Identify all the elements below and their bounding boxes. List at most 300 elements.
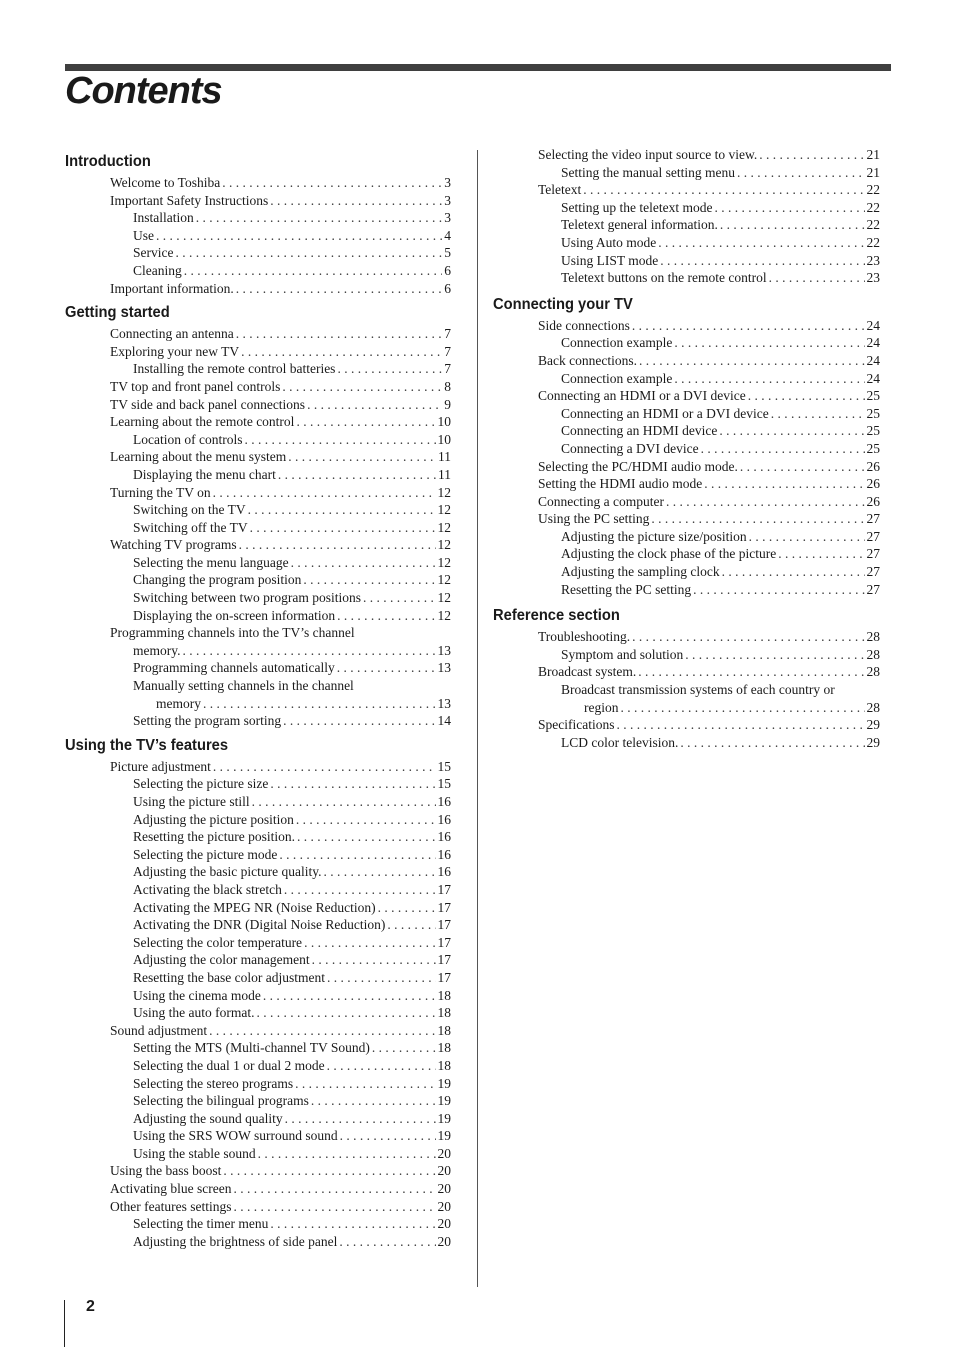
toc-entry-title: Welcome to Toshiba <box>110 175 221 190</box>
toc-entry-title: Selecting the stereo programs <box>133 1075 294 1091</box>
dot-leader <box>244 431 435 449</box>
toc-entry-title: Changing the program position <box>133 572 302 588</box>
toc-entry[interactable] <box>65 1022 451 1040</box>
toc-entry-page: 18 <box>437 1057 451 1073</box>
toc-entry[interactable] <box>65 484 451 502</box>
toc-entry-title: Installing the remote control batteries <box>133 361 336 377</box>
toc-entry-title: Exploring your new TV <box>110 343 240 359</box>
toc-entry[interactable] <box>65 396 451 414</box>
dot-leader <box>236 280 443 298</box>
dot-leader <box>252 793 436 811</box>
dot-leader <box>378 899 436 917</box>
toc-entry-title: Activating the MPEG NR (Noise Reduction) <box>133 899 376 915</box>
toc-entry-page: 17 <box>437 969 451 985</box>
dot-leader <box>312 951 436 969</box>
dot-leader <box>638 663 864 681</box>
dot-leader <box>270 775 435 793</box>
toc-entry[interactable] <box>65 466 451 484</box>
toc-entry[interactable] <box>65 934 451 952</box>
toc-entry[interactable] <box>65 695 451 713</box>
toc-entry-page: 23 <box>866 252 880 268</box>
dot-leader <box>327 969 436 987</box>
toc-entry-page: 21 <box>866 164 880 180</box>
toc-entry-page: 12 <box>437 607 451 623</box>
toc-entry-title: TV side and back panel connections <box>110 396 306 412</box>
toc-left-column <box>65 146 451 1250</box>
dot-leader <box>666 493 865 511</box>
toc-entry-page: 6 <box>444 262 451 278</box>
toc-entry[interactable] <box>65 951 451 969</box>
toc-entry[interactable] <box>65 360 451 378</box>
dot-leader <box>621 699 865 717</box>
toc-entry-title: Sound adjustment <box>110 1022 208 1038</box>
toc-entry[interactable] <box>65 758 451 776</box>
dot-leader <box>327 1057 436 1075</box>
dot-leader <box>616 716 864 734</box>
dot-leader <box>719 422 864 440</box>
toc-entry-title: Teletext <box>538 182 582 198</box>
toc-entry-title: Cleaning <box>133 262 182 278</box>
dot-leader <box>203 695 436 713</box>
toc-entry-title: Selecting the picture size <box>133 776 269 792</box>
dot-leader <box>337 659 436 677</box>
toc-entry-title: Location of controls <box>133 431 243 447</box>
dot-leader <box>233 1198 435 1216</box>
toc-entry-title: Other features settings <box>110 1198 232 1214</box>
toc-entry[interactable] <box>65 1145 451 1163</box>
toc-entry-page: 11 <box>438 466 451 482</box>
toc-entry-title: Selecting the PC/HDMI audio mode. <box>538 458 738 474</box>
toc-entry[interactable] <box>493 646 880 664</box>
toc-entry[interactable] <box>65 192 451 210</box>
toc-entry[interactable] <box>65 987 451 1005</box>
toc-entry-title: Using LIST mode <box>561 252 659 268</box>
dot-leader <box>263 987 436 1005</box>
toc-entry-page: 17 <box>437 934 451 950</box>
toc-entry-title: Activating the DNR (Digital Noise Reduction) <box>133 917 386 933</box>
toc-entry-page: 22 <box>866 234 880 250</box>
toc-entry-page: 27 <box>866 546 880 562</box>
toc-entry[interactable] <box>65 1198 451 1216</box>
dot-leader <box>222 174 442 192</box>
toc-entry-page: 11 <box>438 449 451 465</box>
toc-entry-title: Turning the TV on <box>110 484 211 500</box>
toc-entry[interactable] <box>493 458 880 476</box>
toc-entry-page: 25 <box>866 405 880 421</box>
toc-entry-page: 15 <box>437 758 451 774</box>
toc-entry[interactable] <box>65 863 451 881</box>
toc-entry[interactable] <box>493 545 880 563</box>
toc-entry-page: 28 <box>866 664 880 680</box>
toc-entry[interactable] <box>493 387 880 405</box>
dot-leader <box>337 360 442 378</box>
toc-entry-title: memory. <box>133 642 181 658</box>
toc-entry[interactable] <box>493 199 880 217</box>
section-heading-reference-section: Reference section <box>493 607 620 625</box>
dot-leader <box>156 227 442 245</box>
toc-entry[interactable] <box>65 969 451 987</box>
dot-leader <box>769 269 865 287</box>
toc-entry-title: memory <box>156 695 201 711</box>
toc-entry-title: Service <box>133 245 174 261</box>
dot-leader <box>239 536 436 554</box>
toc-entry[interactable] <box>493 252 880 270</box>
toc-entry[interactable] <box>493 216 880 234</box>
toc-entry-title: Programming channels automatically <box>133 660 335 676</box>
toc-entry-title: Displaying the menu chart <box>133 466 276 482</box>
toc-entry-title: Setting up the teletext mode <box>561 199 713 215</box>
toc-entry-page: 13 <box>437 695 451 711</box>
toc-right-column <box>493 146 880 751</box>
toc-entry-title: Resetting the PC setting <box>561 581 692 597</box>
toc-entry-page: 21 <box>866 147 880 162</box>
dot-leader <box>701 440 865 458</box>
dot-leader <box>337 607 435 625</box>
toc-entry-title: Switching between two program positions <box>133 590 361 606</box>
toc-entry[interactable] <box>65 227 451 245</box>
toc-entry-page: 28 <box>866 629 880 645</box>
dot-leader <box>759 146 864 164</box>
toc-entry-title: Setting the MTS (Multi-channel TV Sound) <box>133 1040 370 1056</box>
toc-entry-title: Watching TV programs <box>110 537 237 553</box>
dot-leader <box>291 554 436 572</box>
dot-leader <box>387 916 435 934</box>
toc-entry-page: 20 <box>437 1163 451 1179</box>
toc-entry[interactable] <box>65 589 451 607</box>
toc-entry[interactable] <box>65 1233 451 1251</box>
toc-entry-page: 17 <box>437 881 451 897</box>
toc-entry-continued: Broadcast transmission systems of each country or <box>561 682 835 698</box>
dot-leader <box>282 378 442 396</box>
toc-entry[interactable] <box>65 413 451 431</box>
toc-entry-page: 27 <box>866 564 880 580</box>
toc-entry-title: Connecting a DVI device <box>561 440 699 456</box>
toc-entry[interactable] <box>493 370 880 388</box>
toc-entry[interactable] <box>65 554 451 572</box>
dot-leader <box>175 244 442 262</box>
section-heading-getting-started: Getting started <box>65 304 170 322</box>
toc-entry[interactable] <box>65 1057 451 1075</box>
toc-entry-page: 3 <box>444 210 451 226</box>
dot-leader <box>639 352 865 370</box>
toc-entry-page: 19 <box>437 1128 451 1144</box>
dot-leader <box>278 466 436 484</box>
dot-leader <box>720 216 865 234</box>
toc-entry-page: 12 <box>437 502 451 518</box>
dot-leader <box>714 199 864 217</box>
toc-entry-title: Connecting an antenna <box>110 326 234 342</box>
toc-entry-title: Setting the HDMI audio mode <box>538 476 703 492</box>
toc-entry-title: Important Safety Instructions <box>110 192 269 208</box>
toc-entry-title: Specifications <box>538 717 615 733</box>
toc-entry-page: 25 <box>866 440 880 456</box>
toc-entry-title: Selecting the bilingual programs <box>133 1093 309 1109</box>
toc-entry-title: Using the picture still <box>133 794 250 809</box>
toc-entry[interactable] <box>65 244 451 262</box>
toc-entry-page: 3 <box>444 192 451 208</box>
toc-entry[interactable] <box>493 440 880 458</box>
toc-entry-page: 20 <box>437 1145 451 1161</box>
toc-entry[interactable] <box>65 1092 451 1110</box>
toc-entry[interactable] <box>65 1215 451 1233</box>
toc-entry-page: 24 <box>866 370 880 386</box>
toc-entry-page: 17 <box>437 917 451 933</box>
dot-leader <box>340 1127 436 1145</box>
dot-leader <box>303 571 435 589</box>
toc-entry-page: 24 <box>866 335 880 351</box>
toc-entry-page: 3 <box>444 175 451 190</box>
toc-entry[interactable] <box>65 325 451 343</box>
toc-entry-page: 22 <box>866 182 880 198</box>
dot-leader <box>213 758 436 776</box>
dot-leader <box>704 475 864 493</box>
toc-entry-page: 15 <box>437 776 451 792</box>
dot-leader <box>722 563 865 581</box>
toc-entry[interactable] <box>65 1162 451 1180</box>
toc-entry-page: 12 <box>437 519 451 535</box>
toc-entry[interactable] <box>65 1075 451 1093</box>
toc-entry-title: Using Auto mode <box>561 234 657 250</box>
toc-entry[interactable] <box>493 234 880 252</box>
toc-entry[interactable] <box>493 181 880 199</box>
toc-entry[interactable] <box>65 1127 451 1145</box>
toc-entry-page: 28 <box>866 646 880 662</box>
toc-entry[interactable] <box>65 519 451 537</box>
dot-leader <box>241 343 442 361</box>
toc-entry[interactable] <box>493 405 880 423</box>
toc-entry-title: Adjusting the clock phase of the picture <box>561 546 777 562</box>
dot-leader <box>270 1215 435 1233</box>
toc-entry[interactable] <box>493 269 880 287</box>
dot-leader <box>296 811 436 829</box>
toc-entry-page: 24 <box>866 317 880 333</box>
toc-entry-page: 4 <box>444 227 451 243</box>
toc-entry-title: Connecting an HDMI device <box>561 423 718 439</box>
toc-entry-page: 26 <box>866 476 880 492</box>
dot-leader <box>284 881 436 899</box>
dot-leader <box>685 646 864 664</box>
toc-entry-page: 25 <box>866 388 880 404</box>
dot-leader <box>285 1110 436 1128</box>
toc-entry-title: Setting the program sorting <box>133 713 282 729</box>
toc-entry[interactable] <box>65 659 451 677</box>
toc-entry-title: Connecting a computer <box>538 493 664 509</box>
toc-entry[interactable] <box>65 712 451 730</box>
toc-entry-page: 13 <box>437 660 451 676</box>
toc-entry-page: 29 <box>866 717 880 733</box>
dot-leader <box>250 519 436 537</box>
toc-entry[interactable] <box>65 793 451 811</box>
dot-leader <box>674 370 864 388</box>
toc-entry[interactable] <box>493 146 880 164</box>
toc-entry[interactable] <box>65 916 451 934</box>
toc-entry-title: Using the auto format. <box>133 1005 255 1021</box>
toc-entry-title: Adjusting the sampling clock <box>561 564 720 580</box>
toc-entry-title: Teletext general information. <box>561 217 718 233</box>
toc-entry[interactable] <box>65 642 451 660</box>
toc-entry-title: Symptom and solution <box>561 646 684 662</box>
toc-entry-page: 16 <box>437 811 451 827</box>
toc-entry-page: 16 <box>437 794 451 809</box>
toc-entry-title: Use <box>133 227 154 243</box>
toc-entry[interactable] <box>493 716 880 734</box>
dot-leader <box>737 164 865 182</box>
toc-entry-title: Using the SRS WOW surround sound <box>133 1128 338 1144</box>
toc-entry[interactable] <box>493 493 880 511</box>
dot-leader <box>233 1180 435 1198</box>
page-number: 2 <box>86 1298 95 1315</box>
toc-entry-title: region <box>584 699 619 715</box>
dot-leader <box>693 581 864 599</box>
toc-entry[interactable] <box>65 775 451 793</box>
toc-entry[interactable] <box>65 607 451 625</box>
toc-entry[interactable] <box>493 563 880 581</box>
toc-entry-page: 19 <box>437 1110 451 1126</box>
toc-entry-title: Troubleshooting. <box>538 629 631 645</box>
toc-entry[interactable] <box>65 846 451 864</box>
toc-entry-page: 12 <box>437 590 451 606</box>
toc-entry-title: Adjusting the sound quality <box>133 1110 283 1126</box>
toc-entry-title: Using the PC setting <box>538 511 650 527</box>
toc-entry-page: 12 <box>437 572 451 588</box>
dot-leader <box>248 501 436 519</box>
toc-entry[interactable] <box>65 899 451 917</box>
toc-entry-page: 13 <box>437 642 451 658</box>
toc-entry-title: Connecting an HDMI or a DVI device <box>561 405 769 421</box>
toc-entry-page: 24 <box>866 352 880 368</box>
toc-entry[interactable] <box>493 699 880 717</box>
dot-leader <box>295 1075 435 1093</box>
toc-entry-title: Switching off the TV <box>133 519 248 535</box>
toc-entry[interactable] <box>493 334 880 352</box>
toc-entry-page: 28 <box>866 699 880 715</box>
toc-entry[interactable] <box>65 343 451 361</box>
toc-entry-page: 16 <box>437 846 451 862</box>
toc-entry-page: 22 <box>866 199 880 215</box>
toc-entry[interactable] <box>65 431 451 449</box>
toc-entry[interactable] <box>65 501 451 519</box>
toc-entry[interactable] <box>65 280 451 298</box>
toc-entry-title: TV top and front panel controls <box>110 378 281 394</box>
toc-entry-title: Selecting the color temperature <box>133 934 303 950</box>
dot-leader <box>771 405 865 423</box>
dot-leader <box>183 642 436 660</box>
toc-entry-title: Activating the black stretch <box>133 881 282 897</box>
dot-leader <box>658 234 864 252</box>
toc-entry[interactable] <box>493 422 880 440</box>
toc-entry[interactable] <box>65 448 451 466</box>
toc-entry-page: 26 <box>866 458 880 474</box>
toc-entry[interactable] <box>65 1110 451 1128</box>
section-heading-using-the-tv-s-features: Using the TV’s features <box>65 736 229 754</box>
toc-entry-page: 17 <box>437 952 451 968</box>
toc-entry-title: Connection example <box>561 370 673 386</box>
toc-entry-title: Resetting the base color adjustment <box>133 969 325 985</box>
toc-entry[interactable] <box>65 571 451 589</box>
toc-entry[interactable] <box>65 811 451 829</box>
toc-entry-page: 7 <box>444 343 451 359</box>
toc-entry-page: 20 <box>437 1233 451 1249</box>
toc-entry-title: Adjusting the color management <box>133 952 310 968</box>
toc-entry[interactable] <box>65 828 451 846</box>
toc-entry[interactable] <box>493 663 880 681</box>
dot-leader <box>288 448 436 466</box>
dot-leader <box>196 209 443 227</box>
toc-entry-title: Resetting the picture position. <box>133 829 295 845</box>
toc-entry[interactable] <box>65 1180 451 1198</box>
toc-entry[interactable] <box>493 628 880 646</box>
toc-entry[interactable] <box>493 734 880 752</box>
toc-entry-title: Teletext buttons on the remote control <box>561 270 767 286</box>
dot-leader <box>363 589 436 607</box>
toc-entry[interactable] <box>65 262 451 280</box>
toc-entry[interactable] <box>493 475 880 493</box>
dot-leader <box>279 846 435 864</box>
toc-entry[interactable] <box>65 1039 451 1057</box>
toc-entry-title: Adjusting the picture size/position <box>561 528 747 544</box>
toc-entry[interactable] <box>493 352 880 370</box>
toc-entry-title: Side connections <box>538 317 630 333</box>
toc-entry-page: 20 <box>437 1198 451 1214</box>
dot-leader <box>184 262 443 280</box>
dot-leader <box>674 334 864 352</box>
dot-leader <box>209 1022 435 1040</box>
section-heading-connecting-your-tv: Connecting your TV <box>493 295 633 313</box>
toc-entry[interactable] <box>65 378 451 396</box>
dot-leader <box>223 1162 435 1180</box>
toc-entry[interactable] <box>493 317 880 335</box>
dot-leader <box>304 934 435 952</box>
toc-entry[interactable] <box>65 209 451 227</box>
toc-entry-title: Broadcast system. <box>538 664 637 680</box>
toc-entry-title: Important information. <box>110 280 234 296</box>
dot-leader <box>632 317 865 335</box>
toc-entry[interactable] <box>493 164 880 182</box>
dot-leader <box>296 413 435 431</box>
dot-leader <box>311 1092 436 1110</box>
toc-entry-page: 25 <box>866 423 880 439</box>
toc-entry-page: 16 <box>437 829 451 845</box>
toc-entry-title: Adjusting the brightness of side panel <box>133 1233 338 1249</box>
dot-leader <box>749 528 865 546</box>
toc-entry-page: 7 <box>444 326 451 342</box>
toc-entry-title: Using the stable sound <box>133 1145 256 1161</box>
toc-entry-title: Learning about the remote control <box>110 414 295 430</box>
toc-entry[interactable] <box>493 528 880 546</box>
toc-entry-page: 26 <box>866 493 880 509</box>
toc-entry-page: 18 <box>437 987 451 1003</box>
dot-leader <box>778 545 864 563</box>
toc-entry-page: 12 <box>437 484 451 500</box>
toc-entry-page: 19 <box>437 1093 451 1109</box>
toc-entry[interactable] <box>65 536 451 554</box>
toc-entry[interactable] <box>65 174 451 192</box>
toc-entry-title: Selecting the timer menu <box>133 1216 269 1232</box>
toc-entry-page: 14 <box>437 713 451 729</box>
toc-entry-page: 18 <box>437 1022 451 1038</box>
toc-entry[interactable] <box>65 1004 451 1022</box>
toc-entry-page: 20 <box>437 1216 451 1232</box>
toc-entry-page: 22 <box>866 217 880 233</box>
toc-entry[interactable] <box>493 581 880 599</box>
toc-entry[interactable] <box>493 510 880 528</box>
toc-entry-continued: Manually setting channels in the channel <box>133 678 354 694</box>
toc-entry-title: Connecting an HDMI or a DVI device <box>538 388 746 404</box>
dot-leader <box>256 1004 435 1022</box>
dot-leader <box>680 734 864 752</box>
toc-entry[interactable] <box>65 881 451 899</box>
dot-leader <box>283 712 435 730</box>
